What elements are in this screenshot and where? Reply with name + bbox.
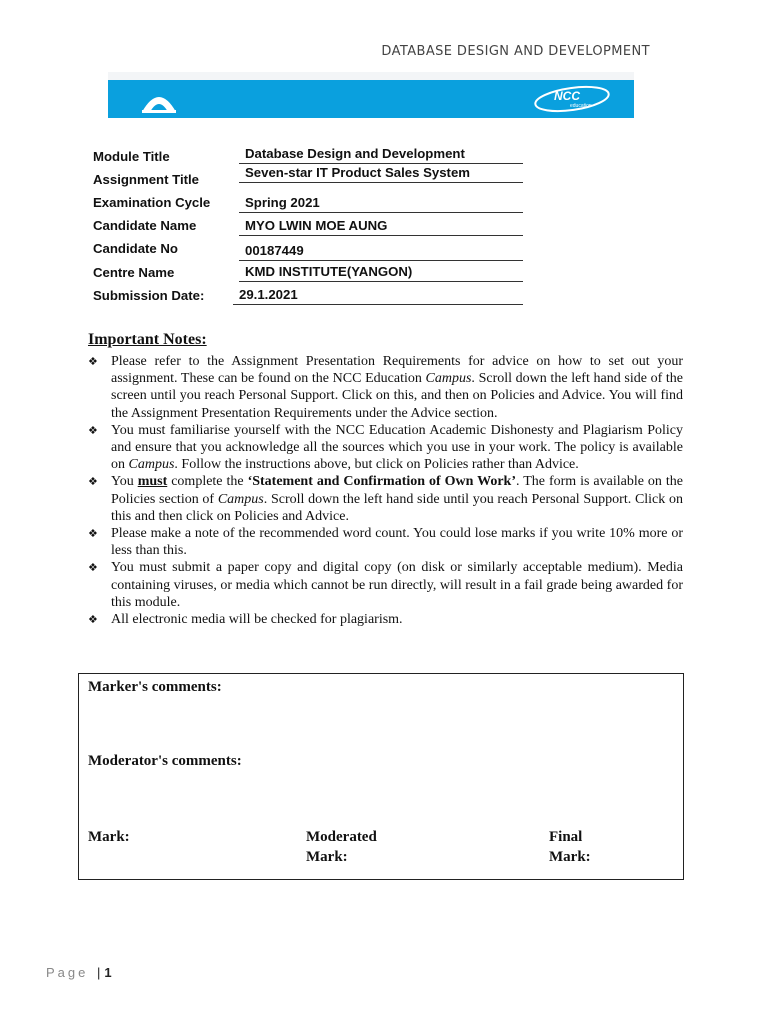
comments-box	[78, 673, 684, 880]
marker-comments-label: Marker's comments:	[88, 679, 222, 695]
field-label: Examination Cycle	[93, 195, 211, 210]
page-label: Page	[46, 965, 89, 980]
field-row-centre-name	[93, 265, 523, 287]
field-label: Module Title	[93, 149, 170, 164]
diamond-bullet-icon: ❖	[88, 561, 98, 575]
moderated-mark-label: Mark:	[306, 849, 348, 865]
ncc-education-logo-icon	[532, 85, 612, 113]
field-value: KMD INSTITUTE(YANGON)	[239, 263, 523, 282]
field-value: Seven-star IT Product Sales System	[239, 164, 523, 183]
field-label: Submission Date:	[93, 288, 205, 303]
diamond-bullet-icon: ❖	[88, 475, 98, 489]
field-row-assignment-title	[93, 165, 523, 194]
moderator-comments-label: Moderator's comments:	[88, 753, 242, 769]
field-row-candidate-no	[93, 241, 523, 263]
field-row-candidate-name	[93, 218, 523, 240]
field-row-submission-date	[93, 288, 523, 310]
field-value: 00187449	[239, 242, 523, 261]
field-label: Assignment Title	[93, 172, 200, 187]
field-value: Database Design and Development	[239, 145, 523, 164]
mark-label: Mark:	[88, 829, 130, 845]
diamond-bullet-icon: ❖	[88, 355, 98, 368]
note-item: ❖ You must submit a paper copy and digital copy (on disk or similarly acceptable medium). Media containing viruses, or media which cannot be run directly, will result in a fail grade being awarded for this module.	[88, 560, 683, 610]
note-item: ❖ You must complete the ‘Statement and Confirmation of Own Work’. The form is available on the Policies section of Campus. Scroll down the left hand side until you reach Personal Support. Click on this and then click on Policies and Advice.	[88, 474, 683, 524]
field-value: 29.1.2021	[233, 286, 523, 305]
running-header: DATABASE DESIGN AND DEVELOPMENT	[381, 44, 650, 59]
note-item: ❖ All electronic media will be checked for plagiarism.	[88, 612, 403, 628]
note-item: ❖ Please refer to the Assignment Presentation Requirements for advice on how to set out your assignment. These can be found on the NCC Education Campus. Scroll down the left hand side of the screen until you reach Personal Support. Click on this, and then on Policies and Advice. You will find the Assignment Presentation Requirements under the Advice section.	[88, 354, 683, 421]
field-value: Spring 2021	[239, 194, 523, 213]
page-footer	[46, 965, 112, 980]
notes-title: Important Notes:	[88, 331, 207, 348]
ncc-logo-subtext: education	[570, 103, 592, 109]
page-number: 1	[104, 965, 112, 980]
field-row-examination-cycle	[93, 195, 523, 217]
diamond-bullet-icon: ❖	[88, 613, 98, 627]
field-value: MYO LWIN MOE AUNG	[239, 217, 523, 236]
note-item: ❖ Please make a note of the recommended word count. You could lose marks if you write 10% more or less than this.	[88, 526, 683, 559]
note-item: ❖ You must familiarise yourself with the NCC Education Academic Dishonesty and Plagiarism Policy and ensure that you acknowledge all the sources which you use in your work. The policy is available on Campus. Follow the instructions above, but click on Policies rather than Advice.	[88, 422, 683, 473]
page-separator: |	[97, 965, 101, 980]
moderated-label: Moderated	[306, 829, 377, 845]
field-label: Candidate No	[93, 241, 178, 256]
field-label: Centre Name	[93, 265, 175, 280]
ncc-logo-text: NCC	[554, 89, 580, 103]
ncc-arch-logo-icon	[140, 88, 178, 114]
important-notes	[88, 331, 683, 628]
final-mark-label: Mark:	[549, 849, 591, 865]
final-label: Final	[549, 829, 583, 845]
diamond-bullet-icon: ❖	[88, 423, 98, 437]
ncc-banner	[108, 80, 634, 118]
field-label: Candidate Name	[93, 218, 197, 233]
diamond-bullet-icon: ❖	[88, 527, 98, 541]
